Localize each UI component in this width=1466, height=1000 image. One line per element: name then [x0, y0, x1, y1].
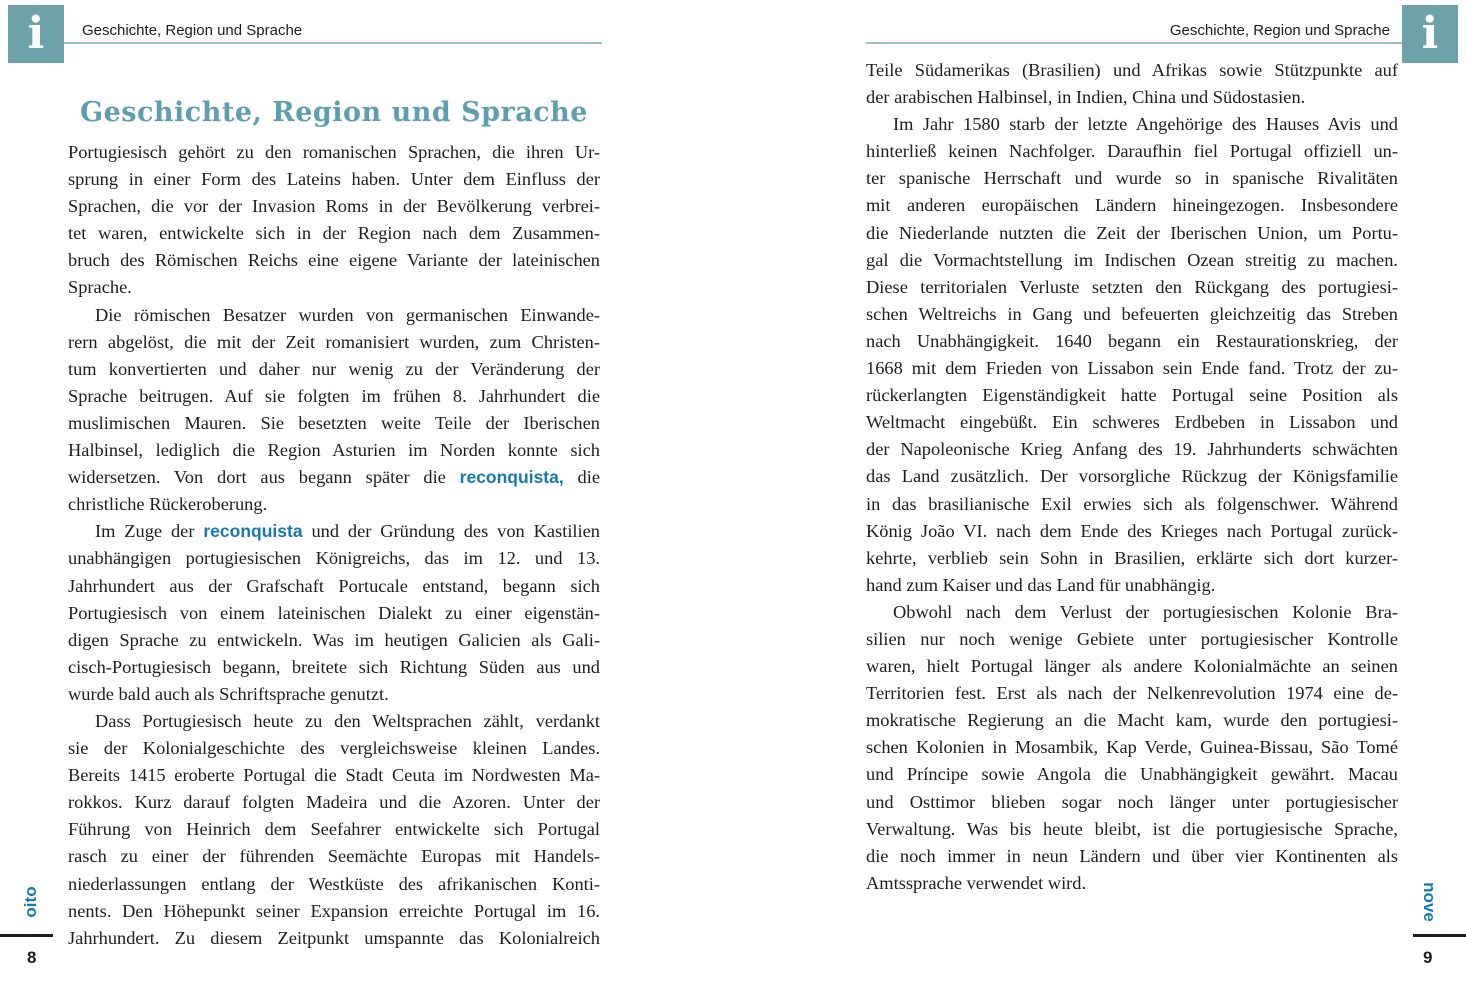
paragraph: [866, 111, 1398, 599]
text-line: [866, 111, 1398, 138]
text-line: [68, 437, 600, 464]
info-icon: i: [1421, 8, 1439, 59]
text-segment: Sprache.: [68, 277, 132, 298]
text-segment: unabhängigen portugiesischen Königreichs, das im 12. und 13.: [68, 548, 600, 569]
text-segment: kehrte, verblieb sein Sohn in Brasilien, erklärte sich dort kurzer-: [866, 547, 1398, 568]
header-rule-right: [866, 42, 1402, 44]
left-body: [68, 139, 600, 952]
text-segment: wurde bald auch als Schriftsprache genutzt.: [68, 683, 389, 704]
paragraph: [866, 599, 1398, 897]
text-line: [866, 436, 1398, 463]
text-segment: Jahrhundert. Zu diesem Zeitpunkt umspannte das Kolonialreich: [68, 927, 600, 948]
text-line: [866, 220, 1398, 247]
text-line: [866, 84, 1398, 111]
text-segment: Territorien fest. Erst als nach der Nelkenrevolution 1974 eine de-: [866, 683, 1398, 704]
text-segment: Portugiesisch von einem lateinischen Dialekt zu einer eigenstän-: [68, 602, 600, 623]
text-segment: schen Weltreichs in Gang und befeuerten gleichzeitig das Streben: [866, 303, 1398, 324]
text-line: [68, 247, 600, 274]
text-segment: hinterließ keinen Nachfolger. Daraufhin fiel Portugal offiziell un-: [866, 141, 1398, 162]
text-segment: nents. Den Höhepunkt seiner Expansion erreichte Portugal im 16.: [68, 900, 600, 921]
right-body: [866, 57, 1398, 897]
text-line: [68, 925, 600, 952]
running-header-right: Geschichte, Region und Sprache: [1169, 22, 1390, 39]
text-segment: die: [563, 467, 600, 488]
text-line: [866, 328, 1398, 355]
text-segment: rern abgelöst, die mit der Zeit romanisiert wurden, zum Christen-: [68, 331, 600, 352]
text-segment: widersetzen. Von dort aus begann später die: [68, 467, 460, 488]
text-line: [866, 707, 1398, 734]
text-line: [68, 383, 600, 410]
text-segment: Jahrhundert aus der Grafschaft Portucale entstand, begann sich: [68, 575, 600, 596]
text-segment: gal die Vormachtstellung im Indischen Ozean streitig zu machen.: [866, 249, 1398, 270]
text-line: [68, 898, 600, 925]
text-line: [68, 356, 600, 383]
page-number-right: 9: [1423, 948, 1433, 967]
text-segment: die Niederlande nutzten die Zeit der Iberischen Union, um Portu-: [866, 222, 1398, 243]
paragraph: [68, 518, 600, 708]
text-line: [866, 192, 1398, 219]
paragraph: [68, 708, 600, 952]
text-segment: Sprachen, die vor der Invasion Roms in der Bevölkerung verbrei-: [68, 196, 600, 217]
text-line: [68, 627, 600, 654]
text-line: [866, 301, 1398, 328]
text-line: [68, 789, 600, 816]
folio-word-right: nove: [1420, 882, 1439, 922]
text-segment: digen Sprache zu entwickeln. Was im heutigen Galicien als Gali-: [68, 629, 600, 650]
text-line: [866, 653, 1398, 680]
text-line: [68, 816, 600, 843]
text-segment: schen Kolonien in Mosambik, Kap Verde, Guinea-Bissau, São Tomé: [866, 737, 1398, 758]
text-line: [866, 382, 1398, 409]
text-segment: bruch des Römischen Reichs eine eigene Variante der lateinischen: [68, 250, 600, 271]
text-segment: in das brasilianische Exil erwies sich als folgenschwer. Während: [866, 493, 1398, 514]
info-icon: i: [27, 8, 45, 59]
paragraph: [68, 139, 600, 302]
text-segment: mit anderen europäischen Ländern hineingezogen. Insbesondere: [866, 195, 1398, 216]
text-line: [68, 708, 600, 735]
folio-word-left: oito: [21, 886, 40, 918]
text-line: [866, 57, 1398, 84]
text-segment: rückerlangten Eigenständigkeit hatte Portugal seine Position als: [866, 385, 1398, 406]
text-segment: Bereits 1415 eroberte Portugal die Stadt Ceuta im Nordwesten Ma-: [68, 765, 600, 786]
text-line: [68, 681, 600, 708]
text-line: [866, 138, 1398, 165]
running-header-left: Geschichte, Region und Sprache: [82, 22, 303, 39]
text-line: [68, 654, 600, 681]
text-segment: und Príncipe sowie Angola die Unabhängigkeit gewährt. Macau: [866, 764, 1398, 785]
text-segment: Obwohl nach dem Verlust der portugiesischen Kolonie Bra-: [893, 601, 1398, 622]
text-segment: Sprache beitrugen. Auf sie folgten im frühen 8. Jahrhundert die: [68, 385, 600, 406]
text-segment: Teile Südamerikas (Brasilien) und Afrikas sowie Stützpunkte auf: [866, 60, 1398, 80]
header-rule-left: [64, 42, 602, 44]
text-line: [68, 518, 600, 545]
info-badge-right: [1402, 5, 1458, 63]
text-line: [68, 410, 600, 437]
text-line: [866, 463, 1398, 490]
text-segment: sie der Kolonialgeschichte des vergleichsweise kleinen Landes.: [68, 738, 600, 759]
text-segment: muslimischen Mauren. Sie besetzten weite Teile der Iberischen: [68, 412, 600, 433]
text-line: [866, 789, 1398, 816]
page-number-left: 8: [27, 948, 37, 967]
text-line: [68, 762, 600, 789]
text-line: [68, 274, 600, 301]
text-segment: Dass Portugiesisch heute zu den Weltsprachen zählt, verdankt: [95, 710, 600, 731]
text-segment: das Land zusätzlich. Der vorsorgliche Rückzug der Königsfamilie: [866, 466, 1398, 487]
text-segment: nach Unabhängigkeit. 1640 begann ein Restaurationskrieg, der: [866, 330, 1398, 351]
text-segment: Amtssprache verwendet wird.: [866, 872, 1087, 893]
text-segment: Diese territorialen Verluste setzten den Rückgang des portugiesi-: [866, 276, 1398, 297]
text-line: [68, 491, 600, 518]
term-reconquista: reconquista,: [459, 467, 564, 488]
text-segment: der arabischen Halbinsel, in Indien, China und Südostasien.: [866, 87, 1306, 108]
text-line: [866, 165, 1398, 192]
text-segment: Führung von Heinrich dem Seefahrer entwickelte sich Portugal: [68, 819, 600, 840]
text-segment: rasch zu einer der führenden Seemächte Europas mit Handels-: [68, 846, 600, 867]
text-segment: Halbinsel, lediglich die Region Asturien im Norden konnte sich: [68, 440, 600, 461]
text-line: [866, 734, 1398, 761]
text-line: [68, 545, 600, 572]
text-line: [68, 193, 600, 220]
text-segment: cisch-Portugiesisch begann, breitete sich Richtung Süden aus und: [68, 656, 600, 677]
text-line: [866, 545, 1398, 572]
text-segment: 1668 mit dem Frieden von Lissabon sein Ende fand. Trotz der zu-: [866, 358, 1398, 379]
text-line: [866, 409, 1398, 436]
text-line: [866, 247, 1398, 274]
text-segment: rokkos. Kurz darauf folgten Madeira und die Azoren. Unter der: [68, 792, 600, 813]
text-segment: Verwaltung. Was bis heute bleibt, ist die portugiesische Sprache,: [866, 818, 1398, 839]
text-segment: tum konvertierten und daher nur wenig zu der Veränderung der: [68, 358, 600, 379]
text-segment: Weltmacht eingebüßt. Ein schweres Erdbeben in Lissabon und: [866, 412, 1398, 433]
text-segment: waren, hielt Portugal länger als andere Kolonialmächte an seinen: [866, 656, 1398, 677]
text-segment: Die römischen Besatzer wurden von germanischen Einwande-: [95, 304, 600, 325]
text-segment: mokratische Regierung an die Macht kam, wurde den portugiesi-: [866, 710, 1398, 731]
term-reconquista: reconquista: [203, 521, 303, 542]
text-line: [866, 572, 1398, 599]
text-line: [68, 735, 600, 762]
text-segment: hand zum Kaiser und das Land für unabhängig.: [866, 574, 1216, 595]
paragraph: [866, 57, 1398, 111]
text-line: [866, 870, 1398, 897]
text-segment: silien nur noch wenige Gebiete unter portugiesischer Kontrolle: [866, 628, 1398, 649]
text-line: [68, 600, 600, 627]
folio-rule-left: [0, 934, 53, 937]
text-segment: niederlassungen entlang der Westküste des afrikanischen Konti-: [68, 873, 600, 894]
text-segment: Portugiesisch gehört zu den romanischen Sprachen, die ihren Ur-: [68, 142, 600, 162]
text-line: [866, 355, 1398, 382]
text-segment: die noch immer in neun Ländern und über vier Kontinenten als: [866, 845, 1398, 866]
text-line: [866, 626, 1398, 653]
text-segment: christliche Rückeroberung.: [68, 494, 268, 515]
text-segment: Im Jahr 1580 starb der letzte Angehörige des Hauses Avis und: [893, 114, 1398, 135]
text-segment: Im Zuge der: [95, 521, 204, 542]
paragraph: [68, 302, 600, 519]
text-line: [68, 302, 600, 329]
text-segment: König João VI. nach dem Ende des Krieges nach Portugal zurück-: [866, 520, 1398, 541]
text-line: [866, 680, 1398, 707]
text-line: [68, 139, 600, 166]
text-line: [68, 464, 600, 491]
text-segment: und der Gründung des von Kastilien: [302, 521, 600, 542]
text-segment: tet waren, entwickelte sich in der Region nach dem Zusammen-: [68, 223, 600, 244]
text-line: [68, 573, 600, 600]
text-line: [866, 816, 1398, 843]
text-segment: ter spanische Herrschaft und wurde so in spanische Rivalitäten: [866, 168, 1398, 189]
text-line: [866, 761, 1398, 788]
text-segment: der Napoleonische Krieg Anfang des 19. Jahrhunderts schwächten: [866, 439, 1398, 460]
text-line: [68, 871, 600, 898]
text-line: [68, 329, 600, 356]
text-line: [68, 843, 600, 870]
text-line: [866, 491, 1398, 518]
text-line: [866, 518, 1398, 545]
text-line: [866, 599, 1398, 626]
text-segment: sprung in einer Form des Lateins haben. Unter dem Einfluss der: [68, 169, 600, 190]
text-line: [68, 220, 600, 247]
chapter-title: Geschichte, Region und Sprache: [80, 97, 588, 129]
info-badge-left: [8, 5, 64, 63]
text-segment: und Osttimor blieben sogar noch länger unter portugiesischer: [866, 791, 1398, 812]
text-line: [866, 274, 1398, 301]
folio-rule-right: [1413, 934, 1466, 937]
text-line: [68, 166, 600, 193]
text-line: [866, 843, 1398, 870]
